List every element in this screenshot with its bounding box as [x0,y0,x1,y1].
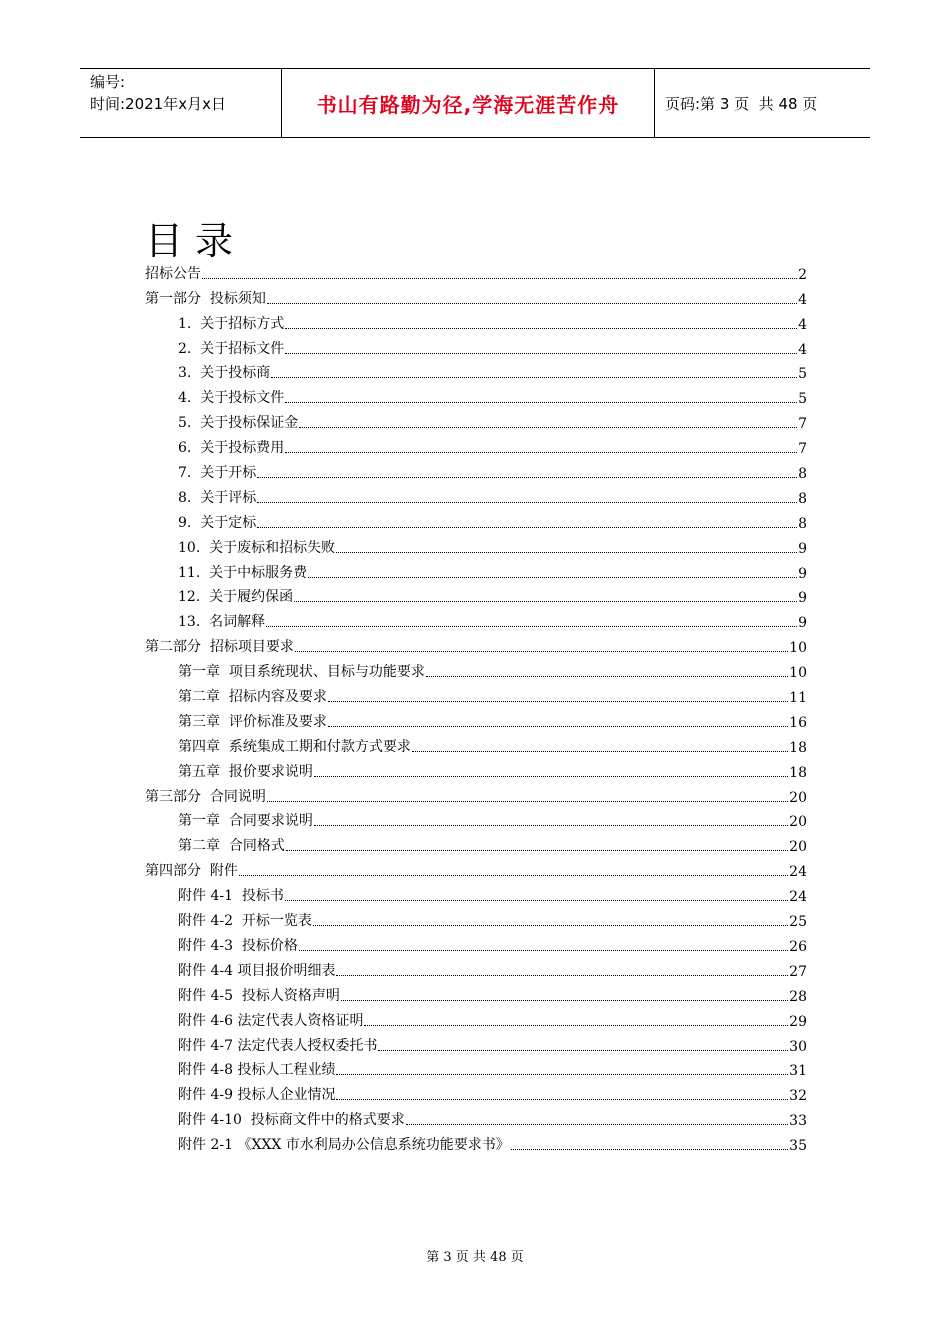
toc-entry-label: 13. 名词解释 [178,614,266,631]
toc-entry-label: 5. 关于投标保证金 [178,415,299,432]
toc-leader-dots [341,1000,788,1001]
toc-leader-dots [285,900,788,901]
toc-entry-page: 32 [789,1088,807,1105]
toc-leader-dots [313,925,788,926]
toc-entry-page: 7 [798,441,807,458]
toc-entry[interactable] [145,1079,807,1104]
toc-entry-label: 附件 4-9 投标人企业情况 [178,1087,336,1104]
toc-entry[interactable] [145,1129,807,1154]
toc-leader-dots [364,1025,788,1026]
toc-entry-page: 11 [789,690,807,707]
toc-entry-label: 8. 关于评标 [178,489,257,506]
toc-entry-label: 6. 关于投标费用 [178,440,285,457]
toc-leader-dots [285,452,797,453]
toc-entry[interactable] [145,880,807,905]
table-of-contents [145,258,807,1154]
toc-entry-label: 第五章 报价要求说明 [178,763,313,780]
toc-entry[interactable] [145,806,807,831]
toc-entry-label: 附件 4-3 投标价格 [178,937,298,954]
toc-entry-label: 附件 2-1 《XXX 市水利局办公信息系统功能要求书》 [178,1137,510,1154]
toc-entry-page: 4 [798,291,807,308]
header-page-info [655,69,870,137]
toc-entry-label: 11. 关于中标服务费 [178,564,308,581]
toc-entry-label: 4. 关于投标文件 [178,390,285,407]
toc-entry-label: 第一章 合同要求说明 [178,813,313,830]
toc-entry[interactable] [145,706,807,731]
toc-entry-page: 27 [789,963,807,980]
header-time-label: 时间:2021年x月x日 [90,95,226,113]
toc-entry-page: 20 [789,839,807,856]
toc-entry-page: 9 [798,565,807,582]
toc-entry-label: 10. 关于废标和招标失败 [178,539,336,556]
toc-entry[interactable] [145,905,807,930]
toc-leader-dots [295,651,788,652]
header-page-label: 页码:第 3 页 共 48 页 [665,94,818,113]
toc-entry[interactable] [145,333,807,358]
toc-leader-dots [299,950,788,951]
toc-entry-page: 7 [798,416,807,433]
toc-entry-page: 35 [789,1138,807,1155]
toc-leader-dots [336,1099,788,1100]
toc-entry-page: 4 [798,316,807,333]
toc-entry-page: 29 [789,1013,807,1030]
toc-entry[interactable] [145,358,807,383]
toc-entry-page: 31 [789,1063,807,1080]
toc-entry[interactable] [145,631,807,656]
toc-leader-dots [511,1149,788,1150]
toc-entry[interactable] [145,731,807,756]
toc-entry-page: 16 [789,714,807,731]
page-header [80,68,870,138]
toc-leader-dots [336,552,797,553]
toc-entry[interactable] [145,557,807,582]
toc-entry[interactable] [145,781,807,806]
toc-leader-dots [328,701,788,702]
header-number-label: 编号: [90,73,126,91]
toc-entry[interactable] [145,830,807,855]
toc-leader-dots [202,278,797,279]
toc-entry-label: 第二部分 招标项目要求 [145,639,294,656]
toc-entry-page: 9 [798,540,807,557]
toc-entry-page: 4 [798,341,807,358]
toc-leader-dots [314,825,788,826]
toc-entry-page: 10 [789,640,807,657]
toc-entry[interactable] [145,582,807,607]
toc-entry-label: 附件 4-5 投标人资格声明 [178,987,340,1004]
toc-entry[interactable] [145,681,807,706]
toc-entry-label: 第二章 合同格式 [178,838,285,855]
toc-entry[interactable] [145,457,807,482]
toc-entry-page: 2 [798,266,807,283]
toc-entry-label: 附件 4-1 投标书 [178,888,284,905]
header-meta [80,69,282,137]
toc-entry-page: 8 [798,515,807,532]
toc-entry-page: 20 [789,814,807,831]
toc-entry-label: 第二章 招标内容及要求 [178,689,327,706]
toc-entry[interactable] [145,283,807,308]
toc-entry-page: 30 [789,1038,807,1055]
toc-entry[interactable] [145,258,807,283]
toc-entry-label: 第三部分 合同说明 [145,788,266,805]
toc-leader-dots [314,776,788,777]
toc-entry-page: 8 [798,490,807,507]
toc-entry[interactable] [145,1030,807,1055]
toc-leader-dots [257,502,797,503]
toc-entry[interactable] [145,756,807,781]
toc-entry[interactable] [145,656,807,681]
toc-leader-dots [336,1074,788,1075]
toc-entry-page: 5 [798,391,807,408]
page-footer: 第 3 页 共 48 页 [426,1250,524,1265]
toc-leader-dots [328,726,788,727]
toc-entry[interactable] [145,532,807,557]
toc-entry-page: 25 [789,914,807,931]
toc-entry-label: 9. 关于定标 [178,514,257,531]
toc-leader-dots [412,751,788,752]
toc-entry[interactable] [145,482,807,507]
toc-leader-dots [285,328,797,329]
toc-entry[interactable] [145,606,807,631]
toc-entry-label: 12. 关于履约保函 [178,589,294,606]
toc-leader-dots [336,975,788,976]
toc-leader-dots [426,676,788,677]
toc-entry-label: 附件 4-6 法定代表人资格证明 [178,1012,364,1029]
toc-entry-label: 3. 关于投标商 [178,365,271,382]
toc-entry-label: 附件 4-8 投标人工程业绩 [178,1062,336,1079]
page-title: 目录 [145,219,246,263]
toc-leader-dots [308,577,797,578]
toc-leader-dots [294,601,797,602]
toc-entry[interactable] [145,507,807,532]
toc-entry-page: 24 [789,864,807,881]
toc-entry-label: 第四部分 附件 [145,863,238,880]
toc-entry-page: 9 [798,615,807,632]
toc-entry-label: 2. 关于招标文件 [178,340,285,357]
toc-entry[interactable] [145,955,807,980]
toc-leader-dots [239,875,788,876]
toc-entry-page: 20 [789,789,807,806]
toc-entry-page: 28 [789,988,807,1005]
toc-leader-dots [299,427,797,428]
toc-entry-label: 第四章 系统集成工期和付款方式要求 [178,738,411,755]
toc-entry-page: 33 [789,1113,807,1130]
toc-entry-label: 附件 4-10 投标商文件中的格式要求 [178,1112,405,1129]
toc-entry-page: 5 [798,366,807,383]
toc-entry-label: 附件 4-7 法定代表人授权委托书 [178,1037,378,1054]
toc-leader-dots [378,1050,788,1051]
toc-entry[interactable] [145,407,807,432]
toc-entry-label: 招标公告 [145,265,201,282]
toc-entry[interactable] [145,930,807,955]
toc-entry-label: 附件 4-2 开标一览表 [178,913,312,930]
toc-leader-dots [257,527,797,528]
toc-entry-label: 附件 4-4 项目报价明细表 [178,962,336,979]
toc-entry-page: 26 [789,938,807,955]
header-motto: 书山有路勤为径,学海无涯苦作舟 [282,69,655,137]
toc-entry-page: 18 [789,739,807,756]
toc-leader-dots [285,402,797,403]
toc-entry-page: 24 [789,889,807,906]
toc-entry[interactable] [145,980,807,1005]
toc-leader-dots [267,801,788,802]
toc-entry-page: 8 [798,466,807,483]
toc-entry-page: 18 [789,764,807,781]
toc-entry-label: 第三章 评价标准及要求 [178,713,327,730]
toc-entry[interactable] [145,1005,807,1030]
toc-entry[interactable] [145,432,807,457]
toc-entry-page: 9 [798,590,807,607]
toc-entry[interactable] [145,382,807,407]
toc-leader-dots [267,303,797,304]
toc-leader-dots [266,626,797,627]
toc-leader-dots [271,377,797,378]
toc-entry[interactable] [145,855,807,880]
toc-leader-dots [286,850,788,851]
toc-leader-dots [257,477,797,478]
toc-entry-label: 第一章 项目系统现状、目标与功能要求 [178,664,425,681]
toc-entry-label: 7. 关于开标 [178,465,257,482]
toc-entry-label: 1. 关于招标方式 [178,315,285,332]
toc-leader-dots [285,353,797,354]
toc-entry-label: 第一部分 投标须知 [145,290,266,307]
toc-entry[interactable] [145,1104,807,1129]
toc-entry[interactable] [145,1055,807,1080]
toc-entry[interactable] [145,308,807,333]
toc-entry-page: 10 [789,665,807,682]
toc-leader-dots [406,1124,788,1125]
